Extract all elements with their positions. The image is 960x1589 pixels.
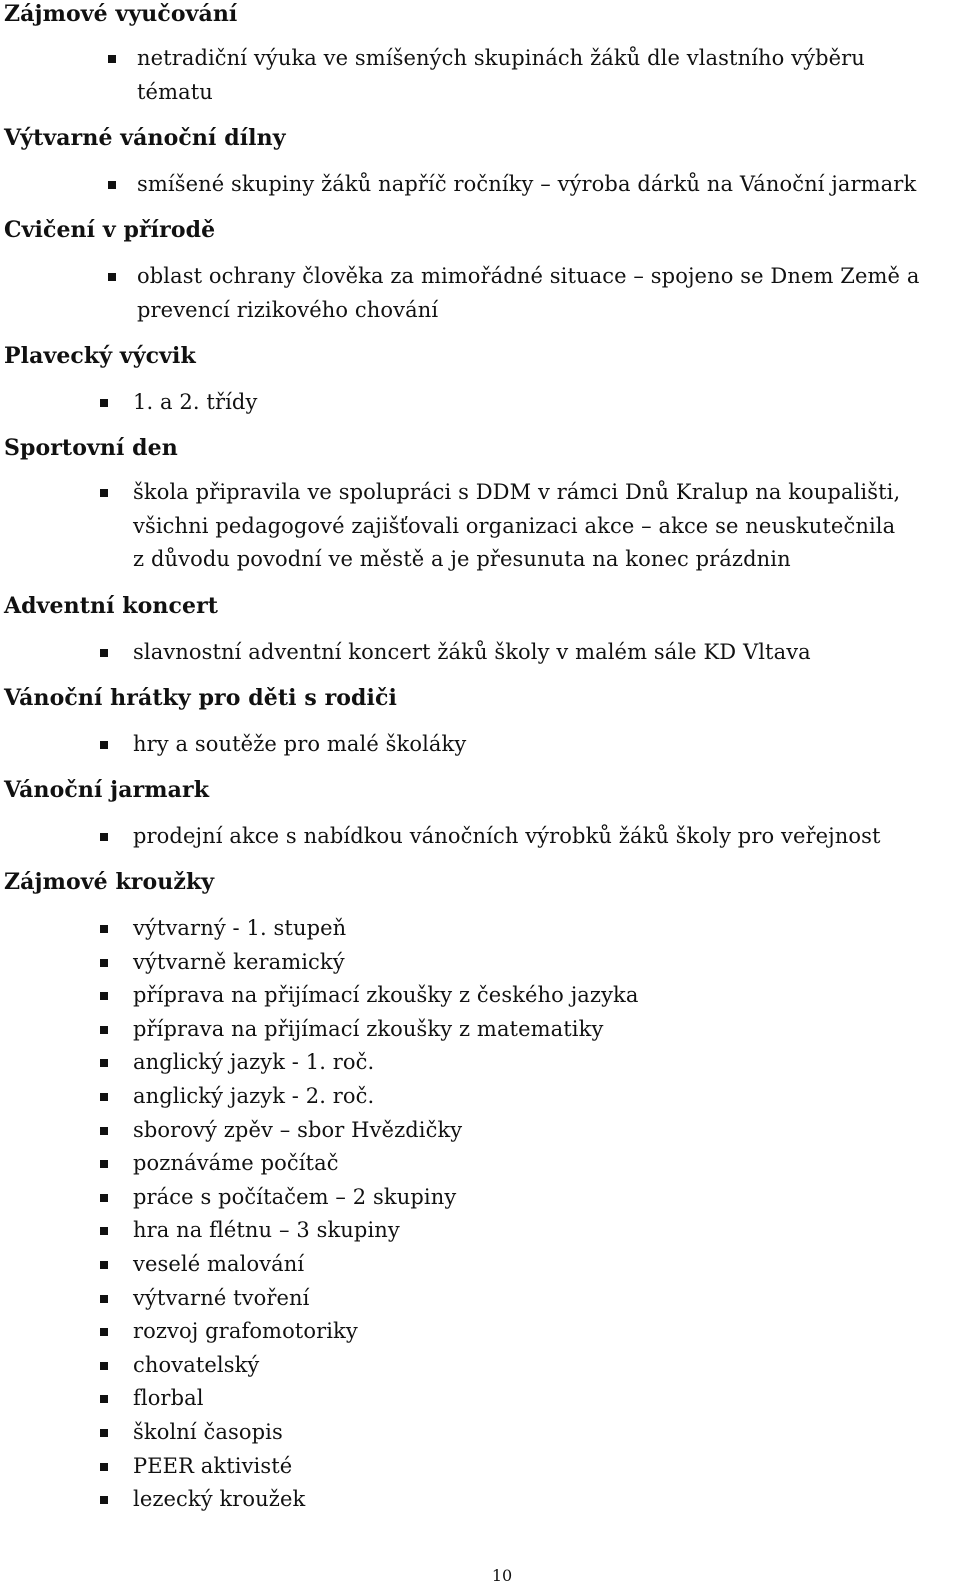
list-item-text: lezecký kroužek — [133, 1487, 306, 1512]
list-item-text: škola připravila ve spolupráci s DDM v rámci Dnů Kralup na koupališti, — [133, 480, 901, 504]
list-item — [100, 1483, 305, 1517]
list-item — [100, 476, 900, 577]
list-item-text: veselé malování — [133, 1252, 305, 1276]
square-bullet-icon — [100, 1429, 108, 1437]
section-heading: Adventní koncert — [4, 593, 219, 619]
page-number: 10 — [491, 1566, 513, 1585]
list-item — [100, 1382, 204, 1416]
list-item — [100, 1349, 259, 1383]
list-item — [100, 1315, 358, 1349]
list-item-text: práce s počítačem – 2 skupiny — [133, 1184, 457, 1209]
square-bullet-icon — [100, 833, 108, 841]
list-item — [100, 1147, 339, 1181]
list-item — [100, 1450, 292, 1484]
square-bullet-icon — [100, 925, 108, 933]
list-item — [108, 168, 916, 202]
square-bullet-icon — [100, 1395, 108, 1403]
list-item-text: výtvarné tvoření — [133, 1285, 310, 1310]
list-item-text: sborový zpěv – sbor Hvězdičky — [133, 1117, 463, 1142]
square-bullet-icon — [100, 649, 108, 657]
list-item-text: výtvarný - 1. stupeň — [133, 916, 347, 940]
square-bullet-icon — [108, 181, 116, 189]
list-item — [100, 912, 346, 946]
square-bullet-icon — [100, 1261, 108, 1269]
list-item — [100, 1214, 400, 1248]
list-item — [100, 820, 881, 854]
list-item-text: anglický jazyk - 2. roč. — [133, 1084, 375, 1108]
square-bullet-icon — [100, 1127, 108, 1135]
square-bullet-icon — [100, 1059, 108, 1067]
list-item — [100, 1013, 603, 1047]
square-bullet-icon — [108, 55, 116, 63]
section-heading: Cvičení v přírodě — [4, 217, 216, 243]
square-bullet-icon — [100, 1496, 108, 1504]
list-item-text: z důvodu povodní ve městě a je přesunuta na konec prázdnin — [133, 547, 791, 572]
square-bullet-icon — [100, 1463, 108, 1471]
list-item-text: slavnostní adventní koncert žáků školy v malém sále KD Vltava — [133, 640, 811, 664]
square-bullet-icon — [100, 992, 108, 1000]
list-item-text: hra na flétnu – 3 skupiny — [133, 1218, 400, 1243]
list-item — [100, 946, 345, 980]
section-heading: Výtvarné vánoční dílny — [4, 125, 286, 151]
square-bullet-icon — [100, 489, 108, 497]
square-bullet-icon — [100, 1194, 108, 1202]
list-item — [100, 1080, 374, 1114]
list-item-text: příprava na přijímací zkoušky z českého jazyka — [133, 983, 639, 1008]
square-bullet-icon — [100, 1295, 108, 1303]
list-item — [108, 260, 919, 327]
section-heading: Plavecký výcvik — [4, 343, 196, 369]
section-heading: Zájmové vyučování — [4, 1, 238, 27]
square-bullet-icon — [100, 1093, 108, 1101]
list-item-text: netradiční výuka ve smíšených skupinách žáků dle vlastního výběru — [137, 46, 865, 70]
list-item — [100, 1046, 374, 1080]
list-item — [108, 42, 865, 109]
list-item-text: oblast ochrany člověka za mimořádné situace – spojeno se Dnem Země a — [137, 264, 920, 288]
list-item-text: hry a soutěže pro malé školáky — [133, 732, 467, 756]
list-item — [100, 1282, 309, 1316]
square-bullet-icon — [100, 959, 108, 967]
list-item-text: chovatelský — [133, 1352, 260, 1377]
square-bullet-icon — [100, 1160, 108, 1168]
list-item-text: anglický jazyk - 1. roč. — [133, 1050, 375, 1075]
section-heading: Zájmové kroužky — [4, 869, 215, 895]
list-item — [100, 386, 257, 420]
list-item — [100, 1114, 462, 1148]
list-item-text: tématu — [137, 79, 213, 104]
list-item-text: všichni pedagogové zajišťovali organizaci akce – akce se neuskutečnila — [133, 513, 896, 538]
section-heading: Sportovní den — [4, 435, 178, 461]
list-item-text: rozvoj grafomotoriky — [133, 1319, 358, 1344]
list-item-text: PEER aktivisté — [133, 1453, 293, 1478]
list-item — [100, 1248, 304, 1282]
square-bullet-icon — [100, 1362, 108, 1370]
list-item-text: prevencí rizikového chování — [137, 297, 439, 322]
square-bullet-icon — [100, 1026, 108, 1034]
list-item — [100, 728, 466, 762]
list-item-text: poznáváme počítač — [133, 1151, 339, 1176]
list-item — [100, 1416, 283, 1450]
list-item-text: prodejní akce s nabídkou vánočních výrobků žáků školy pro veřejnost — [133, 824, 881, 848]
square-bullet-icon — [100, 741, 108, 749]
list-item-text: příprava na přijímací zkoušky z matematiky — [133, 1016, 604, 1041]
section-heading: Vánoční jarmark — [4, 777, 210, 803]
square-bullet-icon — [108, 273, 116, 281]
list-item-text: výtvarně keramický — [133, 949, 345, 974]
list-item-text: florbal — [133, 1386, 204, 1411]
list-item — [100, 979, 639, 1013]
list-item — [100, 636, 811, 670]
square-bullet-icon — [100, 399, 108, 407]
list-item-text: smíšené skupiny žáků napříč ročníky – výroba dárků na Vánoční jarmark — [137, 172, 917, 196]
list-item-text: 1. a 2. třídy — [133, 390, 258, 414]
list-item-text: školní časopis — [133, 1420, 283, 1444]
square-bullet-icon — [100, 1227, 108, 1235]
list-item — [100, 1181, 456, 1215]
square-bullet-icon — [100, 1328, 108, 1336]
section-heading: Vánoční hrátky pro děti s rodiči — [4, 685, 397, 711]
